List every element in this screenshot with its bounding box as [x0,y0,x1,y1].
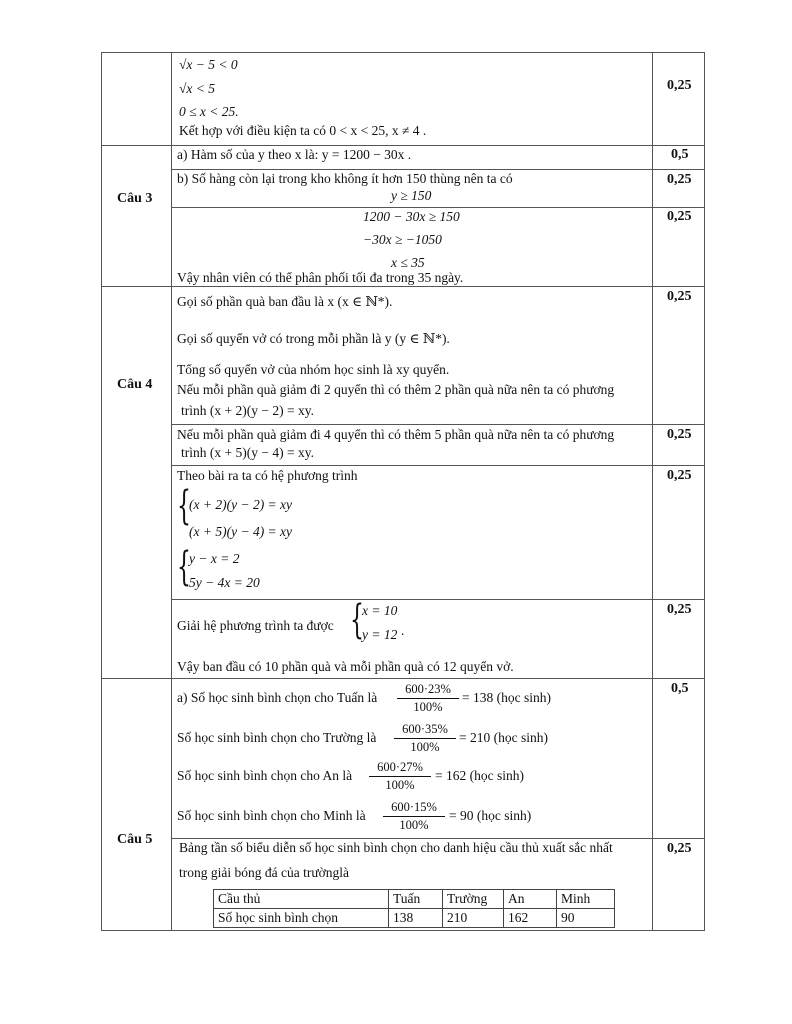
cau3-step-3: x ≤ 35 [391,255,425,270]
system-brace-1: { [177,483,191,529]
table-cell: 210 [443,909,504,928]
cau4-sol-y: y = 12 [362,627,398,642]
score-cau3-b: 0,25 [667,172,692,187]
answer-key-table [101,52,705,931]
table-cell: 138 [389,909,443,928]
table-cell: 90 [557,909,615,928]
fraction-numerator: 600·15% [383,800,445,817]
cau3-step-1: 1200 − 30x ≥ 150 [363,209,460,224]
ineq-line-2: √x < 5 [179,81,216,96]
cau5-b-line1: Bảng tần số biểu diễn số học sinh bình chọn cho danh hiệu cầu thủ xuất sắc nhất [179,840,613,855]
table-cell: Số học sinh bình chọn [214,909,389,928]
frequency-table [213,889,615,928]
cau5-a2-fraction [394,722,456,755]
score-cau4-2: 0,25 [667,427,692,442]
fraction-numerator: 600·27% [369,760,431,777]
cau4-let-x: Gọi số phần quà ban đầu là x (x ∈ ℕ*). [177,294,393,309]
cau4-system-intro: Theo bài ra ta có hệ phương trình [177,468,358,483]
score-cau2-cont: 0,25 [667,78,692,93]
score-cau4-4: 0,25 [667,602,692,617]
system-brace-2: { [177,544,191,590]
cau5-a1-result: = 138 (học sinh) [462,690,551,705]
cau4-sys1-eq1: (x + 2)(y − 2) = xy [189,497,293,512]
condition-conclusion: Kết hợp với điều kiện ta có 0 < x < 25, x ≠ 4 . [179,123,427,138]
cau5-a3-prefix: Số học sinh bình chọn cho An là [177,768,353,783]
table-header-cell: Trường [443,890,504,909]
cau4-sol-period: . [401,623,405,638]
cau5-a4-prefix: Số học sinh bình chọn cho Minh là [177,808,366,823]
table-cell: 162 [504,909,557,928]
score-cau3-c: 0,25 [667,209,692,224]
cau4-condition-2: Nếu mỗi phần quà giảm đi 4 quyển thì có thêm 5 phần quà nữa nên ta có phương [177,427,615,442]
fraction-denominator: 100% [410,740,440,754]
score-cau5-a: 0,5 [671,681,689,696]
cau4-sol-x: x = 10 [362,603,398,618]
fraction-denominator: 100% [385,778,415,792]
table-row [214,909,615,928]
fraction-numerator: 600·35% [394,722,456,739]
question-label-4: Câu 4 [117,377,153,392]
cau4-condition-1: Nếu mỗi phần quà giảm đi 2 quyển thì có thêm 2 phần quà nữa nên ta có phương [177,382,615,397]
system-brace-3: { [350,597,364,643]
cau4-total-books: Tổng số quyển vở của nhóm học sinh là xy quyển. [177,362,450,377]
cau5-a3-result: = 162 (học sinh) [435,768,524,783]
cau5-a4-fraction [383,800,445,833]
question-label-5: Câu 5 [117,832,153,847]
fraction-denominator: 100% [413,700,443,714]
cau5-a3-fraction [369,760,431,793]
ineq-line-1: √x − 5 < 0 [179,57,238,72]
cau4-let-y: Gọi số quyển vở có trong mỗi phần là y (y ∈ ℕ*). [177,331,450,346]
score-cau3-a: 0,5 [671,147,689,162]
cau4-equation-1: trình (x + 2)(y − 2) = xy. [181,403,314,418]
table-header-row [214,890,615,909]
fraction-denominator: 100% [399,818,429,832]
cau3-b-inequality: y ≥ 150 [391,188,432,203]
fraction-numerator: 600·23% [397,682,459,699]
cau4-sys2-eq1: y − x = 2 [189,551,240,566]
ineq-line-3: 0 ≤ x < 25. [179,104,239,119]
cau5-a2-prefix: Số học sinh bình chọn cho Trường là [177,730,377,745]
question-label-3: Câu 3 [117,191,153,206]
score-cau5-b: 0,25 [667,841,692,856]
cau4-sys2-eq2: 5y − 4x = 20 [189,575,260,590]
cau4-sys1-eq2: (x + 5)(y − 4) = xy [189,524,293,539]
cau4-conclusion: Vậy ban đầu có 10 phần quà và mỗi phần quà có 12 quyển vở. [177,659,514,674]
cau3-part-a: a) Hàm số của y theo x là: y = 1200 − 30x . [177,147,412,162]
cau4-solve-text: Giải hệ phương trình ta được [177,618,334,633]
cau5-b-line2: trong giải bóng đá của trườnglà [179,865,350,880]
table-header-cell: Tuấn [389,890,443,909]
cau5-a1-fraction [397,682,459,715]
cau5-a2-result: = 210 (học sinh) [459,730,548,745]
cau5-a1-prefix: a) Số học sinh bình chọn cho Tuấn là [177,690,378,705]
cau3-conclusion: Vậy nhân viên có thể phân phối tối đa trong 35 ngày. [177,270,464,285]
cau3-step-2: −30x ≥ −1050 [363,232,442,247]
score-cau4-3: 0,25 [667,468,692,483]
cau4-equation-2: trình (x + 5)(y − 4) = xy. [181,445,314,460]
table-header-cell: Minh [557,890,615,909]
cau5-a4-result: = 90 (học sinh) [449,808,532,823]
table-header-cell: An [504,890,557,909]
cau3-part-b: b) Số hàng còn lại trong kho không ít hơn 150 thùng nên ta có [177,171,513,186]
table-header-cell: Cầu thủ [214,890,389,909]
score-cau4-1: 0,25 [667,289,692,304]
